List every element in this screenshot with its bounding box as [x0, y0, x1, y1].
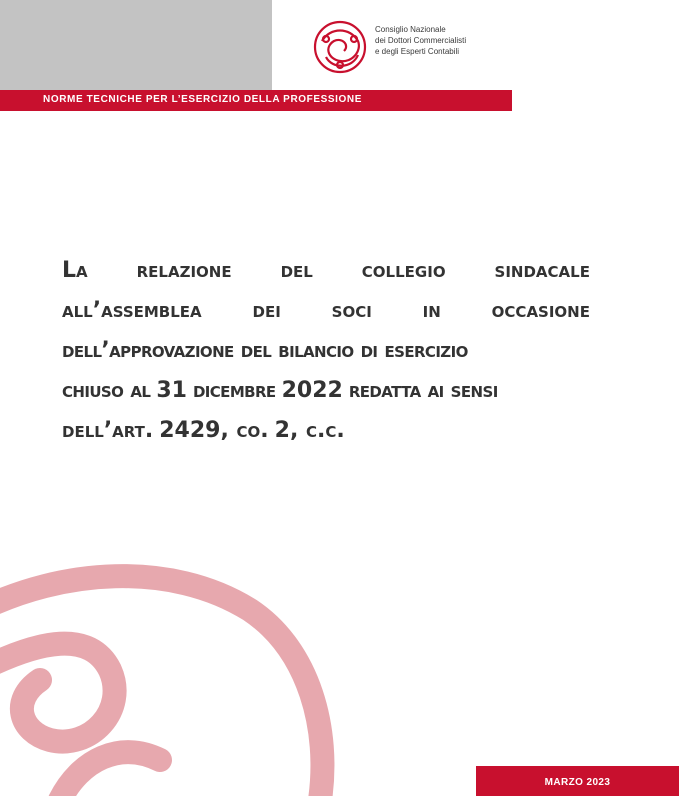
title-line-5 — [62, 418, 590, 458]
org-name-line-3: e degli Esperti Contabili — [375, 47, 460, 56]
title-word: del — [280, 258, 313, 283]
title-word: chiuso al — [62, 378, 151, 403]
title-number-2429: 2429 — [159, 418, 221, 443]
title-line-1 — [62, 258, 590, 298]
title-number-2022: 2022 — [281, 378, 343, 403]
org-name-line-1: Consiglio Nazionale — [375, 25, 446, 34]
title-word: , co. — [220, 418, 269, 443]
org-name — [375, 24, 466, 57]
title-word: , c.c. — [289, 418, 345, 443]
title-word: soci — [331, 298, 372, 323]
title-word: redatta ai sensi — [348, 378, 498, 403]
title-number-2: 2 — [274, 418, 290, 443]
title-line-2 — [62, 298, 590, 338]
publication-date: MARZO 2023 — [544, 777, 611, 788]
title-word: dei — [252, 298, 281, 323]
title-word: occasione — [491, 298, 590, 323]
title-word: dell’art. — [62, 418, 154, 443]
cndcec-logo-icon — [312, 19, 368, 75]
title-word: La — [62, 258, 88, 283]
title-line-4 — [62, 378, 590, 418]
title-word: dell’approvazione del bilancio di esercizio — [62, 338, 468, 363]
decorative-loop-graphic — [0, 560, 340, 796]
document-title — [62, 258, 590, 458]
title-line-3 — [62, 338, 590, 378]
title-word: in — [422, 298, 441, 323]
section-band-label: NORME TECNICHE PER L’ESERCIZIO DELLA PROFESSIONE — [43, 94, 363, 105]
title-word: dicembre — [192, 378, 276, 403]
header-gray-block — [0, 0, 272, 90]
title-word: relazione — [136, 258, 232, 283]
title-word: sindacale — [494, 258, 590, 283]
title-number-31: 31 — [156, 378, 187, 403]
title-word: collegio — [361, 258, 446, 283]
org-name-line-2: dei Dottori Commercialisti — [375, 36, 467, 45]
title-word: all’assemblea — [62, 298, 202, 323]
